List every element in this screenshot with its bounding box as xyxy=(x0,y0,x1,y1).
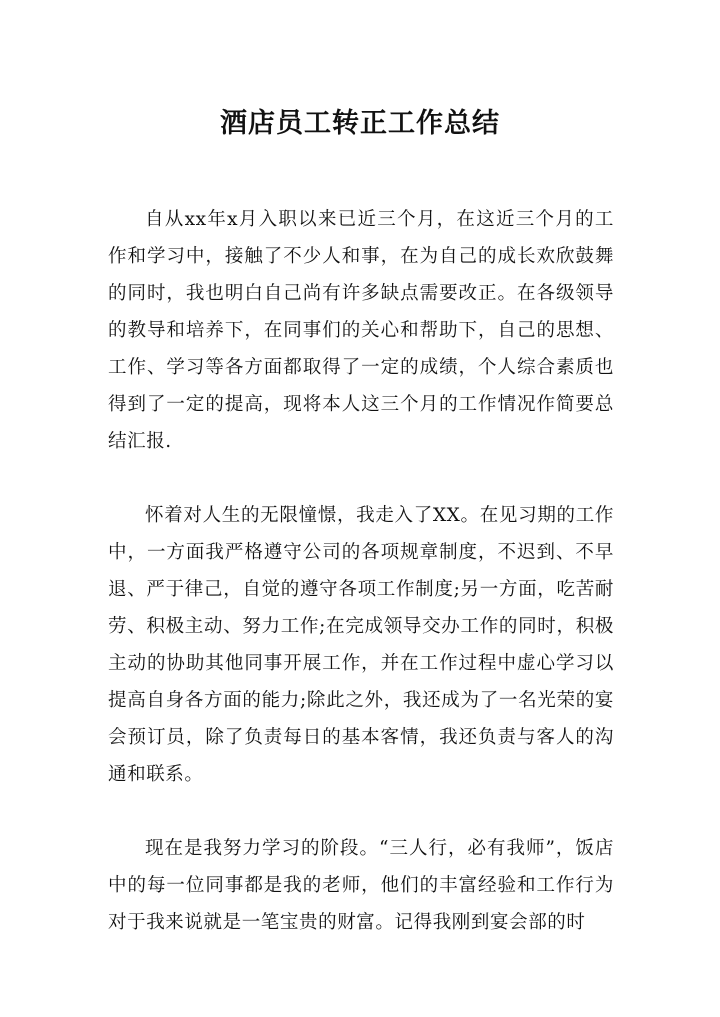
document-title: 酒店员工转正工作总结 xyxy=(220,108,500,139)
paragraph-intro: 自从xx年x月入职以来已近三个月，在这近三个月的工作和学习中，接触了不少人和事，在为自己的成长欢欣鼓舞的同时，我也明白自己尚有许多缺点需要改正。在各级领导的教导和培养下，在同事们的关心和帮助下，自己的思想、工作、学习等各方面都取得了一定的成绩，个人综合素质也得到了一定的提高，现将本人这三个月的工作情况作简要总结汇报. xyxy=(108,209,614,452)
document-body xyxy=(108,201,614,941)
paragraph-learning: 现在是我努力学习的阶段。“三人行，必有我师”，饭店中的每一位同事都是我的老师，他们的丰富经验和工作行为对于我来说就是一笔宝贵的财富。记得我刚到宴会部的时 xyxy=(108,838,614,933)
paragraph-work-attitude: 怀着对人生的无限憧憬，我走入了XX。在见习期的工作中，一方面我严格遵守公司的各项规章制度，不迟到、不早退、严于律己，自觉的遵守各项工作制度;另一方面，吃苦耐劳、积极主动、努力工作;在完成领导交办工作的同时，积极主动的协助其他同事开展工作，并在工作过程中虚心学习以提高自身各方面的能力;除此之外，我还成为了一名光荣的宴会预订员，除了负责每日的基本客情，我还负责与客人的沟通和联系。 xyxy=(108,505,614,785)
